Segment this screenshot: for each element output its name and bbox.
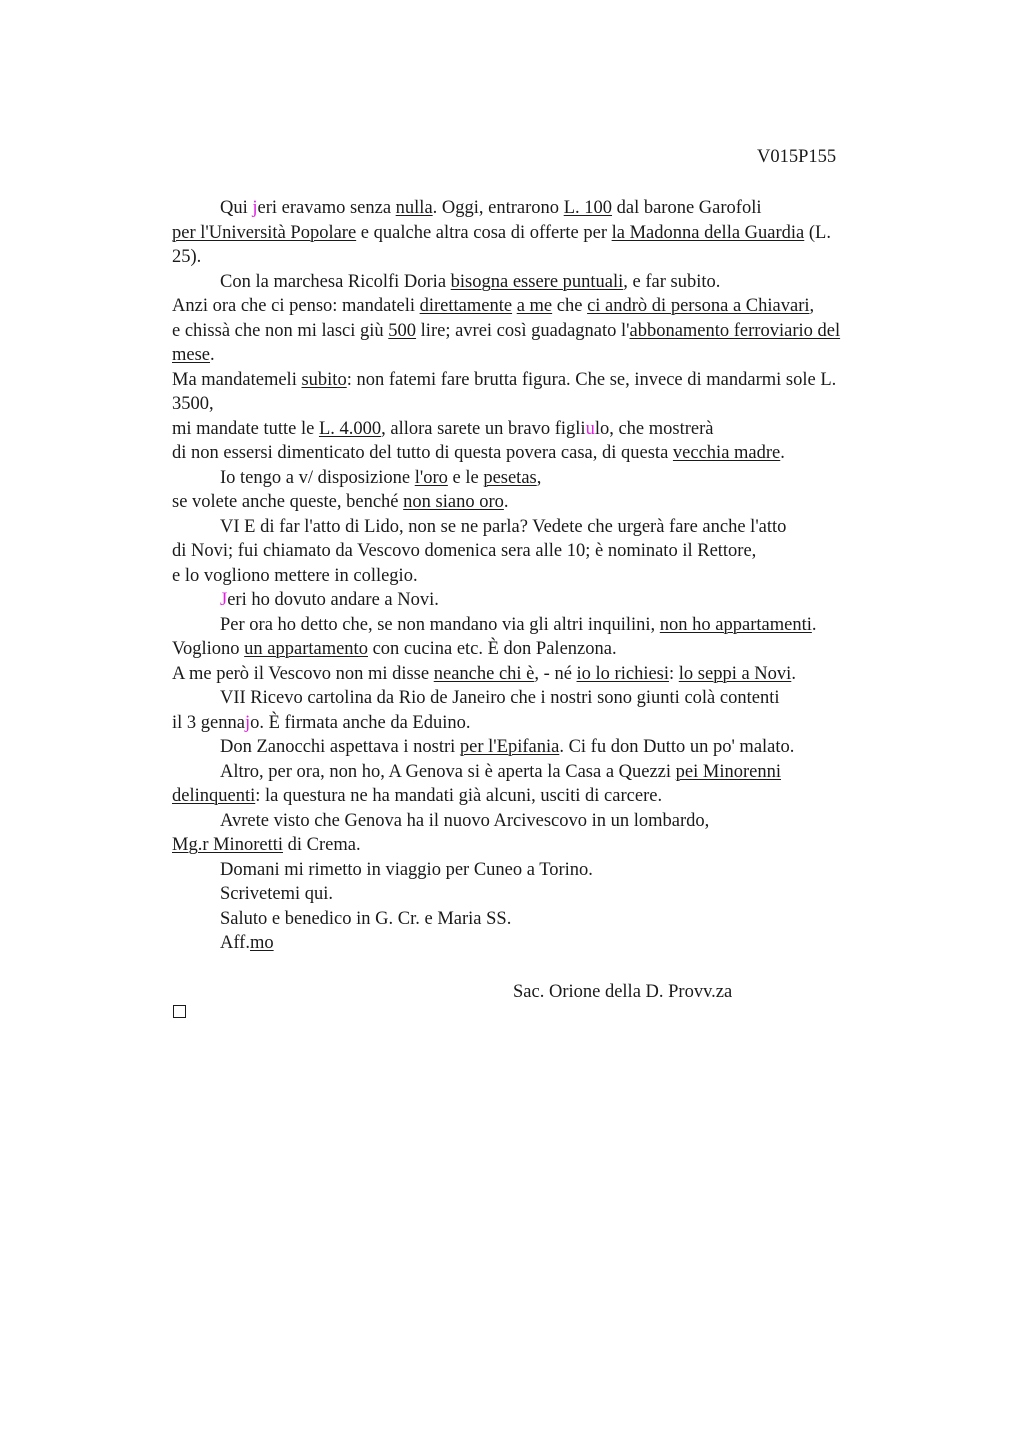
text-segment: e qualche altra cosa di offerte per [356, 222, 612, 243]
underlined-text: abbonamento ferroviario del [629, 320, 841, 341]
underlined-text: ci andrò di persona a Chiavari [587, 296, 810, 316]
text-line [172, 221, 831, 245]
text-line [220, 588, 439, 612]
text-line [172, 711, 470, 735]
text-segment: A me però il Vescovo non mi disse [172, 663, 434, 684]
text-segment: o. È firmata anche da Eduino. [250, 712, 471, 733]
text-segment: mi mandate tutte le [172, 418, 319, 439]
underlined-text: bisogna essere puntuali [450, 271, 624, 292]
text-segment: . Ci fu don Dutto un po' malato. [559, 737, 795, 757]
text-line [172, 441, 785, 465]
text-line [172, 417, 714, 441]
text-segment: eri eravamo senza [257, 198, 396, 218]
highlighted-letter: J [220, 590, 228, 610]
text-segment: Per ora ho detto che, se non mandano via gli altri inquilini, [220, 614, 660, 635]
text-segment: , - né [534, 663, 577, 684]
text-segment: . [210, 345, 215, 365]
text-line [172, 784, 662, 808]
text-segment: , [809, 296, 815, 316]
underlined-text: non siano oro [403, 492, 504, 512]
underlined-text: neanche chi è [433, 663, 535, 684]
text-line [172, 564, 418, 588]
text-line [220, 858, 593, 882]
text-line [220, 270, 720, 294]
text-line [172, 392, 214, 416]
text-line [172, 368, 836, 392]
underlined-text: lo seppi a Novi [678, 663, 792, 684]
text-segment: : la questura ne ha mandati già alcuni, usciti di carcere. [255, 786, 663, 806]
text-segment: , e far subito. [623, 271, 721, 292]
text-segment: che [552, 296, 588, 316]
underlined-text: 500 [388, 320, 417, 341]
text-segment: Avrete visto che Genova ha il nuovo Arcivescovo in un lombardo, [220, 810, 710, 831]
text-segment: Domani mi rimetto in viaggio per Cuneo a Torino. [220, 859, 593, 880]
text-segment: VII Ricevo cartolina da Rio de Janeiro che i nostri sono giunti colà contenti [220, 688, 780, 708]
underlined-text: subito [301, 369, 347, 390]
text-line [220, 515, 786, 539]
text-line [220, 760, 781, 784]
text-segment: VI E di far l'atto di Lido, non se ne parla? Vedete che urgerà fare anche l'atto [220, 516, 787, 537]
text-segment: dal barone Garofoli [612, 198, 762, 218]
text-segment: Anzi ora che ci penso: mandateli [172, 296, 420, 316]
highlighted-letter: j [252, 198, 258, 218]
text-segment: e lo vogliono mettere in collegio. [172, 565, 418, 586]
underlined-text: un appartamento [244, 639, 368, 659]
text-segment: eri ho dovuto andare a Novi. [227, 590, 439, 610]
text-segment: . [811, 614, 817, 635]
text-segment: di non essersi dimenticato del tutto di questa povera casa, di questa [172, 443, 673, 463]
text-segment: Ma mandatemeli [172, 369, 302, 390]
underlined-text: vecchia madre [672, 443, 781, 463]
text-segment: Don Zanocchi aspettava i nostri [220, 737, 460, 757]
text-line [220, 931, 274, 955]
text-line [172, 662, 796, 686]
text-segment: Con la marchesa Ricolfi Doria [220, 271, 451, 292]
underlined-text: per l'Università Popolare [172, 222, 357, 243]
text-line [220, 907, 511, 931]
text-segment: (L. [804, 222, 831, 243]
underlined-text: l'oro [414, 467, 448, 488]
text-segment: Qui [220, 198, 253, 218]
text-line [220, 466, 541, 490]
text-line [172, 490, 509, 514]
text-segment: Aff. [220, 933, 250, 953]
text-segment: con cucina etc. È don Palenzona. [367, 639, 617, 659]
text-segment: . [791, 663, 796, 684]
text-line [220, 809, 709, 833]
text-line [172, 637, 617, 661]
text-line [172, 245, 201, 269]
underlined-text: a me [516, 296, 553, 316]
text-segment: : [669, 663, 679, 684]
underlined-text: io lo richiesi [576, 663, 670, 684]
text-line [220, 882, 333, 906]
text-segment: lire; avrei così guadagnato l' [416, 320, 630, 341]
text-line [172, 319, 840, 343]
text-segment: . [780, 443, 785, 463]
text-segment: e le [447, 467, 484, 488]
underlined-text: direttamente [419, 296, 513, 316]
text-segment: Io tengo a v/ disposizione [220, 467, 415, 488]
text-segment: : non fatemi fare brutta figura. Che se, invece di mandarmi sole L. [346, 369, 837, 390]
text-segment: Scrivetemi qui. [220, 884, 334, 904]
underlined-text: delinquenti [172, 786, 256, 806]
underlined-text: pei Minorenni [675, 761, 781, 782]
underlined-text: pesetas [483, 467, 537, 488]
underlined-text: L. 100 [563, 198, 612, 218]
text-line [172, 539, 756, 563]
underlined-text: Mg.r Minoretti [172, 835, 283, 855]
checkbox-square-icon [173, 1005, 186, 1018]
underlined-text: L. 4.000 [318, 418, 382, 439]
underlined-text: la Madonna della Guardia [611, 222, 805, 243]
text-line [220, 196, 761, 220]
text-segment: 25). [172, 247, 202, 267]
text-segment: di Crema. [283, 835, 361, 855]
text-segment: . [503, 492, 509, 512]
highlighted-letter: j [244, 712, 251, 733]
underlined-text: non ho appartamenti [659, 614, 812, 635]
underlined-text: nulla [395, 198, 433, 218]
page-id: V015P155 [757, 147, 837, 167]
text-segment: , [536, 467, 542, 488]
text-segment: , allora sarete un bravo figli [381, 418, 586, 439]
text-segment: Altro, per ora, non ho, A Genova si è aperta la Casa a Quezzi [220, 761, 676, 782]
text-line [172, 343, 215, 367]
text-line [220, 686, 779, 710]
text-line [220, 613, 817, 637]
text-segment: 3500, [172, 394, 214, 414]
underlined-text: mo [249, 933, 274, 953]
highlighted-letter: u [585, 418, 595, 439]
signature: Sac. Orione della D. Provv.za [513, 982, 733, 1002]
text-segment: . Oggi, entrarono [432, 198, 564, 218]
underlined-text: per l'Epifania [459, 737, 560, 757]
text-segment: Saluto e benedico in G. Cr. e Maria SS. [220, 908, 512, 929]
text-line [172, 833, 361, 857]
text-segment: Vogliono [172, 639, 245, 659]
text-segment: se volete anche queste, benché [172, 492, 404, 512]
text-line [220, 735, 794, 759]
text-segment: di Novi; fui chiamato da Vescovo domenica sera alle 10; è nominato il Rettore, [172, 541, 757, 561]
text-segment: lo, che mostrerà [594, 418, 714, 439]
text-segment: e chissà che non mi lasci giù [172, 320, 389, 341]
text-segment: il 3 genna [172, 712, 245, 733]
underlined-text: mese [172, 345, 211, 365]
text-line [172, 294, 814, 318]
